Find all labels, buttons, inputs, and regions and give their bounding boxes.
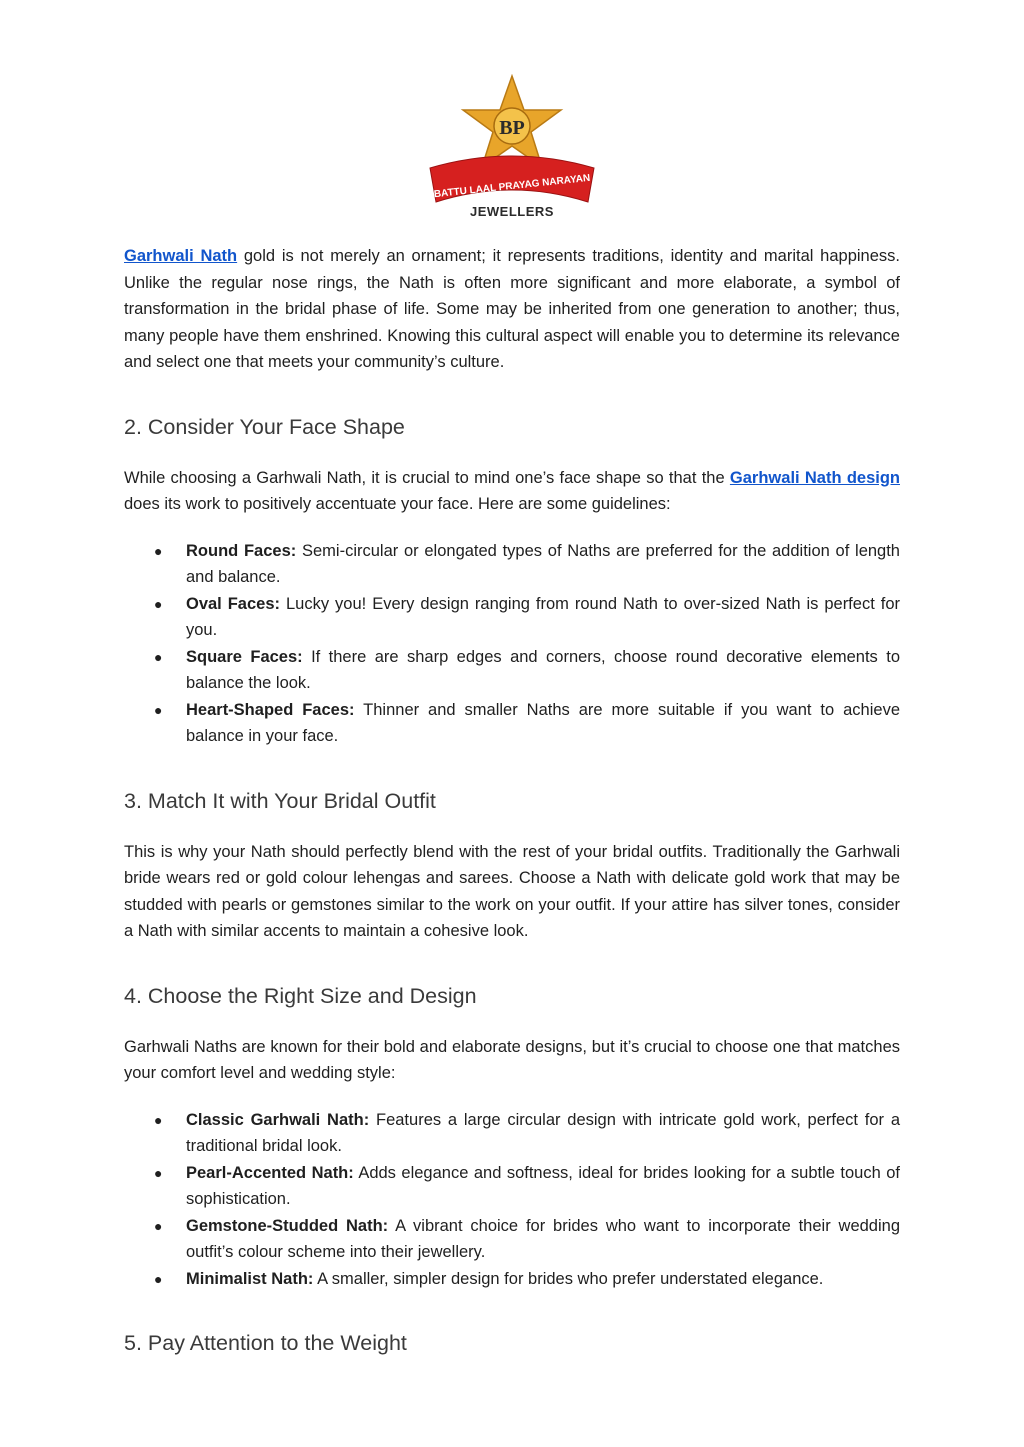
list-item-text: Features a large circular design with intricate gold work, perfect for a traditional bridal look. — [186, 1110, 900, 1155]
list-item-text: Thinner and smaller Naths are more suitable if you want to achieve balance in your face. — [186, 700, 901, 745]
list-item — [124, 591, 900, 644]
list-item-text: Adds elegance and softness, ideal for brides looking for a subtle touch of sophistication. — [186, 1163, 900, 1208]
section-2-text-before: While choosing a Garhwali Nath, it is crucial to mind one’s face shape so that the — [124, 468, 730, 487]
section-3-heading: 3. Match It with Your Bridal Outfit — [124, 788, 436, 813]
list-item-label: Heart-Shaped Faces: — [186, 700, 355, 719]
list-item-label: Round Faces: — [186, 541, 297, 560]
list-item-label: Minimalist Nath: — [186, 1269, 314, 1288]
list-item-label: Classic Garhwali Nath: — [186, 1110, 370, 1129]
bullet-icon: ● — [154, 1270, 163, 1287]
list-item — [124, 1213, 900, 1266]
section-5-heading: 5. Pay Attention to the Weight — [124, 1331, 407, 1355]
list-item — [124, 538, 900, 591]
list-item — [124, 1266, 900, 1293]
intro-text: gold is not merely an ornament; it represents traditions, identity and marital happiness. Unlike the regular nose rings, the Nath is often more significant and more elaborate, a symbol of transformation in the bridal phase of life. Some may be inherited from one generation to another; thus, many people have them enshrined. Knowing this cultural aspect will enable you to determine its relevance and select one that meets your community’s culture. — [124, 247, 900, 371]
bullet-icon: ● — [154, 1111, 163, 1128]
nath-design-list — [124, 1107, 900, 1293]
list-item — [124, 644, 900, 697]
face-shape-list — [124, 538, 900, 750]
section-2-heading: 2. Consider Your Face Shape — [124, 414, 405, 439]
list-item-text: A smaller, simpler design for brides who prefer understated elegance. — [313, 1269, 824, 1288]
bullet-icon: ● — [154, 595, 163, 612]
logo-banner-text: BATTU LAAL PRAYAG NARAYAN — [433, 172, 591, 201]
brand-logo — [426, 74, 598, 224]
section-2-paragraph — [124, 465, 900, 518]
bullet-icon: ● — [154, 701, 163, 718]
list-item-label: Oval Faces: — [186, 594, 281, 613]
list-item-label: Square Faces: — [186, 647, 303, 666]
bullet-icon: ● — [154, 648, 163, 665]
section-2-text-after: does its work to positively accentuate your face. Here are some guidelines: — [124, 495, 671, 513]
list-item-text: Semi-circular or elongated types of Naths are preferred for the addition of length and balance. — [186, 541, 900, 586]
list-item — [124, 1107, 900, 1160]
bullet-icon: ● — [154, 1164, 163, 1181]
section-4-paragraph: Garhwali Naths are known for their bold and elaborate designs, but it’s crucial to choose one that matches your comfort level and wedding style: — [124, 1037, 900, 1082]
logo-brand: JEWELLERS — [470, 204, 554, 219]
list-item-label: Gemstone-Studded Nath: — [186, 1216, 389, 1235]
garhwali-nath-link[interactable]: Garhwali Nath — [124, 247, 238, 265]
list-item-text: A vibrant choice for brides who want to incorporate their wedding outfit’s colour scheme into their jewellery. — [186, 1216, 900, 1261]
list-item-text: If there are sharp edges and corners, choose round decorative elements to balance the look. — [186, 647, 900, 692]
list-item — [124, 1160, 900, 1213]
list-item-label: Pearl-Accented Nath: — [186, 1163, 354, 1182]
logo-initials: BP — [499, 117, 525, 139]
article-body — [124, 243, 900, 1357]
garhwali-nath-design-link[interactable]: Garhwali Nath design — [729, 468, 900, 487]
bullet-icon: ● — [154, 1217, 163, 1234]
list-item-text: Lucky you! Every design ranging from round Nath to over-sized Nath is perfect for you. — [186, 594, 900, 639]
section-3-paragraph: This is why your Nath should perfectly blend with the rest of your bridal outfits. Traditionally the Garhwali bride wears red or gold colour lehengas and sarees. Choose a Nath with delicate gold work that may be studded with pearls or gemstones similar to the work on your outfit. If your attire has silver tones, consider a Nath with similar accents to maintain a cohesive look. — [124, 842, 900, 940]
section-4-heading: 4. Choose the Right Size and Design — [124, 983, 477, 1008]
intro-paragraph — [124, 243, 900, 376]
list-item — [124, 697, 900, 750]
bullet-icon: ● — [154, 542, 163, 559]
